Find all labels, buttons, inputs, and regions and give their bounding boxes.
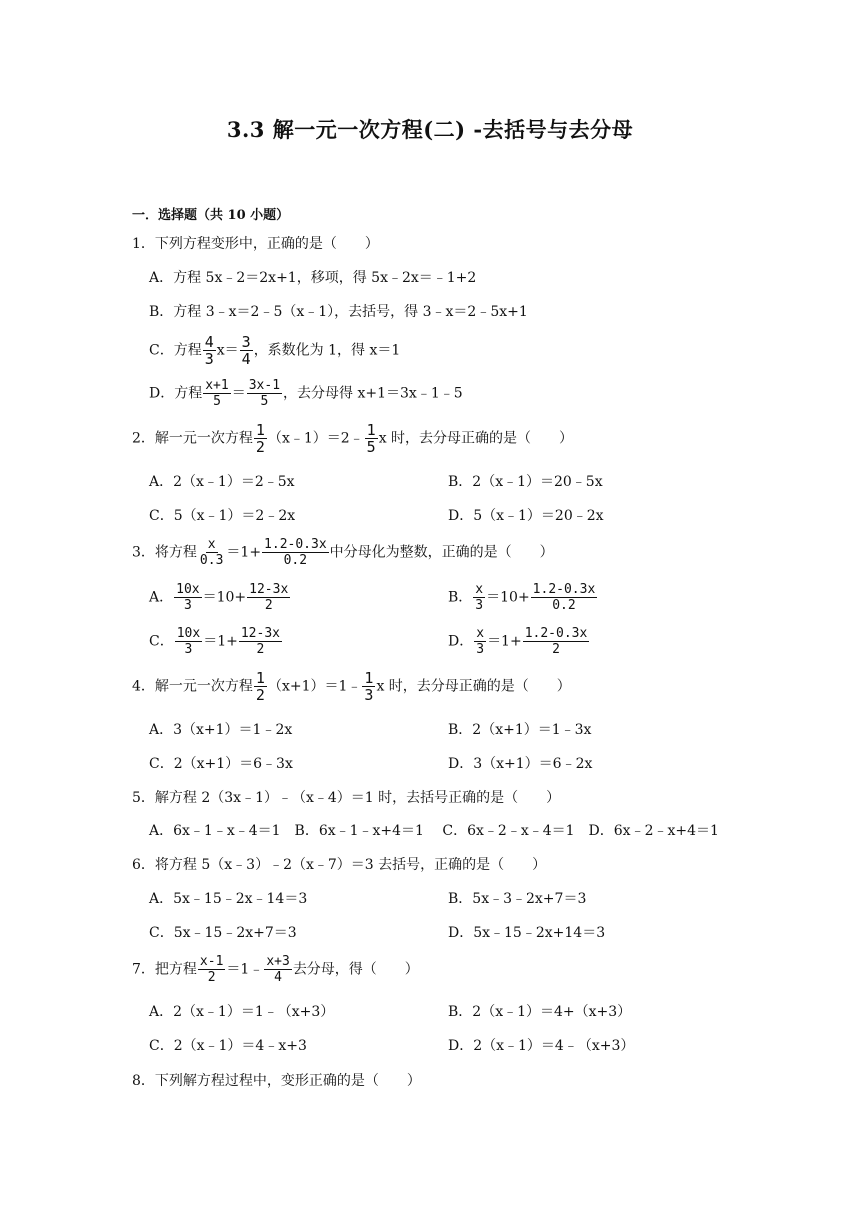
- fraction: $\frac{x+3}{4}$: [266, 954, 290, 985]
- question-7-option-a: A．2（x﹣1）＝1﹣（x+3）: [149, 1004, 335, 1020]
- question-3-option-b: B． $\frac{x}{3}$ ＝10+ $\frac{1.2-0.3x}{0.2}$: [448, 582, 596, 613]
- question-2-option-d: D．5（x﹣1）＝20﹣2x: [448, 508, 604, 524]
- question-6-option-c: C．5x﹣15﹣2x+7＝3: [149, 925, 297, 941]
- fraction: $\frac{x}{3}$: [476, 626, 485, 657]
- question-6-option-a: A．5x﹣15﹣2x﹣14＝3: [149, 891, 308, 907]
- question-3-option-c: C． $\frac{10x}{3}$ ＝1+ $\frac{12-3x}{2}$: [149, 626, 280, 657]
- question-2-stem: 2．解一元一次方程 $\frac{1}{2}$ （x﹣1）＝2﹣ $\frac{1}{5}$ x 时，去分母正确的是（ ）: [132, 421, 574, 456]
- question-2-option-a: A．2（x﹣1）＝2﹣5x: [149, 474, 295, 490]
- question-3-option-a: A． $\frac{10x}{3}$ ＝10+ $\frac{12-3x}{2}$: [149, 582, 289, 613]
- question-7-stem: 7．把方程 $\frac{x-1}{2}$ ＝1﹣ $\frac{x+3}{4}$ 去分母，得（ ）: [132, 954, 419, 985]
- question-1-option-b: B．方程 3﹣x＝2﹣5（x﹣1），去括号，得 3﹣x＝2﹣5x+1: [149, 304, 528, 320]
- fraction: $\frac{3}{4}$: [241, 333, 251, 368]
- fraction: $\frac{1}{2}$: [255, 669, 265, 704]
- question-6-option-b: B．5x﹣3﹣2x+7＝3: [448, 891, 587, 907]
- fraction: $\frac{10x}{3}$: [176, 582, 200, 613]
- fraction: $\frac{1}{3}$: [364, 669, 374, 704]
- fraction: $\frac{12-3x}{2}$: [249, 582, 289, 613]
- question-4-option-d: D．3（x+1）＝6﹣2x: [448, 756, 593, 772]
- section-heading: 一．选择题（共 10 小题）: [132, 208, 290, 223]
- question-7-option-d: D．2（x﹣1）＝4﹣（x+3）: [448, 1038, 635, 1054]
- fraction: $\frac{1.2-0.3x}{0.2}$: [532, 582, 596, 613]
- question-3-stem: 3．将方程 $\frac{x}{0.3}$ ＝1+ $\frac{1.2-0.3x}{0.2}$ 中分母化为整数，正确的是（ ）: [132, 537, 554, 568]
- fraction: $\frac{x}{0.3}$: [199, 537, 224, 568]
- question-1-option-d: D．方程 $\frac{x+1}{5}$ ＝ $\frac{3x-1}{5}$ ，去分母得 x+1＝3x﹣1﹣5: [149, 378, 463, 409]
- question-5-options: A．6x﹣1﹣x﹣4＝1 B．6x﹣1﹣x+4＝1 C．6x﹣2﹣x﹣4＝1 D．6x﹣2﹣x+4＝1: [149, 823, 719, 839]
- question-1-option-a: A．方程 5x﹣2＝2x+1，移项，得 5x﹣2x＝﹣1+2: [149, 270, 477, 286]
- question-8-stem: 8．下列解方程过程中，变形正确的是（ ）: [132, 1073, 421, 1089]
- question-1-stem: 1．下列方程变形中，正确的是（ ）: [132, 236, 379, 252]
- fraction: $\frac{1.2-0.3x}{2}$: [524, 626, 588, 657]
- question-4-option-b: B．2（x+1）＝1﹣3x: [448, 722, 592, 738]
- question-3-option-d: D． $\frac{x}{3}$ ＝1+ $\frac{1.2-0.3x}{2}$: [448, 626, 588, 657]
- question-7-option-c: C．2（x﹣1）＝4﹣x+3: [149, 1038, 307, 1054]
- question-7-option-b: B．2（x﹣1）＝4+（x+3）: [448, 1004, 632, 1020]
- fraction: $\frac{1.2-0.3x}{0.2}$: [264, 537, 327, 568]
- question-6-stem: 6．将方程 5（x﹣3）﹣2（x﹣7）＝3 去括号，正确的是（ ）: [132, 857, 547, 873]
- fraction: $\frac{4}{3}$: [204, 333, 214, 368]
- page-title: 3.3 解一元一次方程(二) -去括号与去分母: [226, 117, 634, 142]
- fraction: $\frac{x}{3}$: [475, 582, 484, 613]
- question-2-option-c: C．5（x﹣1）＝2﹣2x: [149, 508, 296, 524]
- fraction: $\frac{x-1}{2}$: [199, 954, 224, 985]
- fraction: $\frac{12-3x}{2}$: [240, 626, 280, 657]
- question-4-stem: 4．解一元一次方程 $\frac{1}{2}$ （x+1）＝1﹣ $\frac{1}{3}$ x 时，去分母正确的是（ ）: [132, 669, 571, 704]
- question-5-stem: 5．解方程 2（3x﹣1）﹣（x﹣4）＝1 时，去括号正确的是（ ）: [132, 790, 561, 806]
- fraction: $\frac{10x}{3}$: [176, 626, 201, 657]
- question-4-option-a: A．3（x+1）＝1﹣2x: [149, 722, 293, 738]
- fraction: $\frac{x+1}{5}$: [205, 378, 229, 409]
- question-2-option-b: B．2（x﹣1）＝20﹣5x: [448, 474, 603, 490]
- question-6-option-d: D．5x﹣15﹣2x+14＝3: [448, 925, 606, 941]
- question-1-option-c: C．方程 $\frac{4}{3}$ x＝ $\frac{3}{4}$ ，系数化为 1，得 x＝1: [149, 333, 401, 368]
- fraction: $\frac{1}{2}$: [255, 421, 265, 456]
- fraction: $\frac{3x-1}{5}$: [248, 378, 281, 409]
- question-4-option-c: C．2（x+1）＝6﹣3x: [149, 756, 293, 772]
- fraction: $\frac{1}{5}$: [366, 421, 376, 456]
